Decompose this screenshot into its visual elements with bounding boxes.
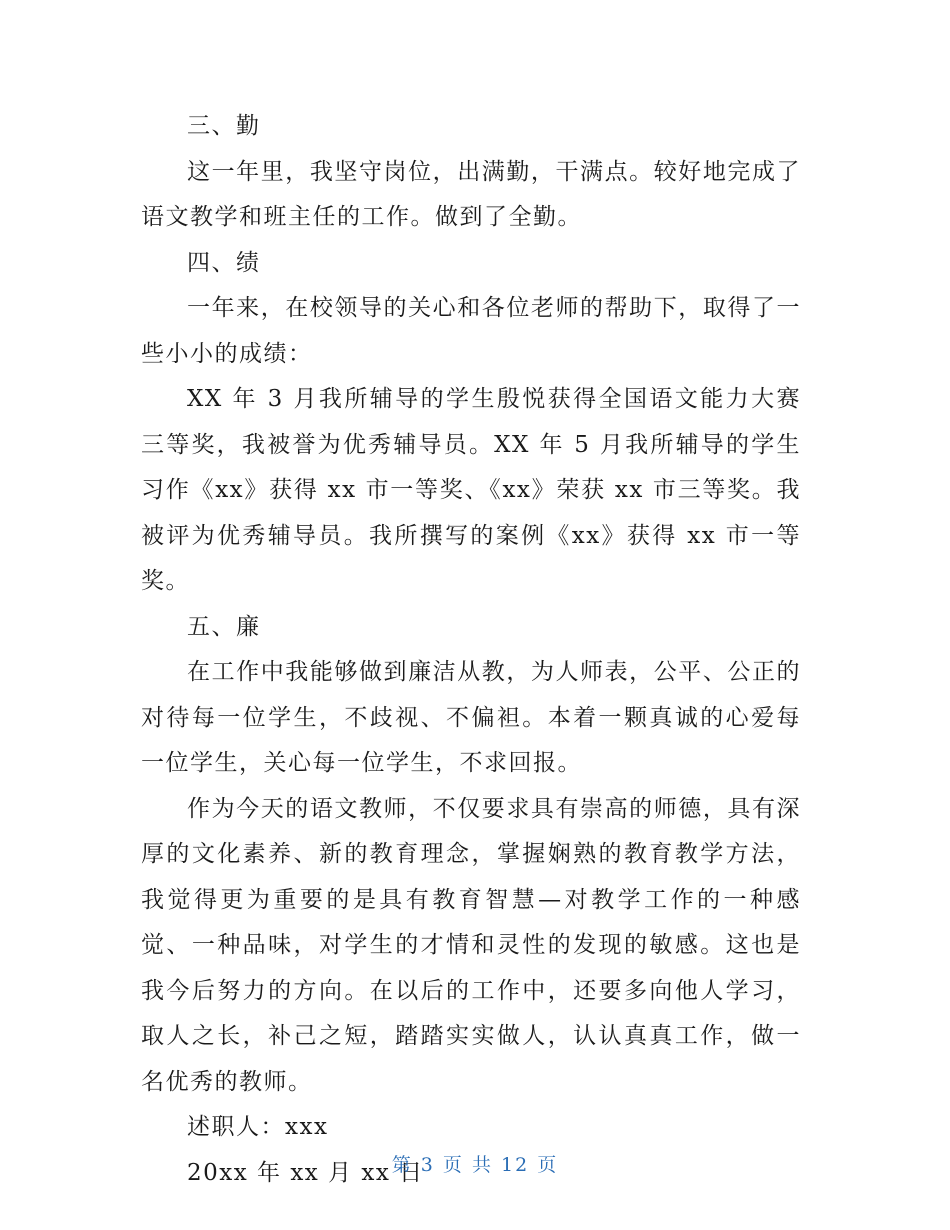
section-heading-lian: 五、廉 [187, 613, 261, 640]
section-heading-qin: 三、勤 [187, 113, 261, 139]
signature-reporter: 述职人：xxx [187, 1114, 329, 1140]
paragraph-attendance: 这一年里，我坚守岗位，出满勤，干满点。较好地完成了语文教学和班主任的工作。做到了全勤。 [141, 158, 801, 230]
section-heading-ji: 四、绩 [187, 249, 261, 276]
document-body [141, 104, 801, 1196]
paragraph-achievements-detail: XX 年 3 月我所辅导的学生殷悦获得全国语文能力大赛三等奖，我被誉为优秀辅导员。XX 年 5 月我所辅导的学生习作《xx》获得 xx 市一等奖、《xx》荣获 xx 市三等奖。我被评为优秀辅导员。我所撰写的案例《xx》获得 xx 市一等奖。 [141, 386, 801, 594]
paragraph-integrity: 在工作中我能够做到廉洁从教，为人师表，公平、公正的对待每一位学生，不歧视、不偏袒。本着一颗真诚的心爱每一位学生，关心每一位学生，不求回报。 [141, 659, 801, 776]
paragraph-achievements-intro: 一年来，在校领导的关心和各位老师的帮助下，取得了一些小小的成绩： [141, 295, 801, 367]
paragraph-conclusion: 作为今天的语文教师，不仅要求具有崇高的师德，具有深厚的文化素养、新的教育理念，掌握娴熟的教育教学方法，我觉得更为重要的是具有教育智慧—对教学工作的一种感觉、一种品味，对学生的才情和灵性的发现的敏感。这也是我今后努力的方向。在以后的工作中，还要多向他人学习，取人之长，补己之短，踏踏实实做人，认认真真工作，做一名优秀的教师。 [141, 795, 801, 1095]
signature-date: 20xx 年 xx 月 xx 日 [187, 1159, 424, 1186]
page-number-footer: 第 3 页 共 12 页 [391, 1154, 559, 1176]
